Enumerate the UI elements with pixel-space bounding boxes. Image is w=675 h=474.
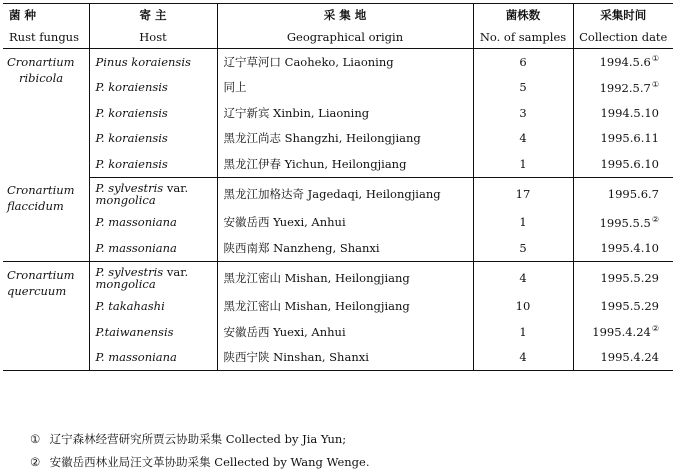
table-row [3, 49, 673, 75]
table-row [3, 261, 673, 294]
origin-cell: 黑龙江伊春 Yichun, Heilongjiang [217, 151, 473, 177]
date-cell [573, 49, 673, 75]
origin-cell: 安徽岳西 Yuexi, Anhui [217, 319, 473, 345]
origin-cell: 黑龙江加格达奇 Jagedaqi, Heilongjiang [217, 177, 473, 210]
host-cell: P. takahashi [89, 294, 217, 320]
origin-cell: 黑龙江尚志 Shangzhi, Heilongjiang [217, 126, 473, 152]
header-date-zh: 采集时间 [573, 4, 673, 27]
origin-cell: 陕西宁陕 Ninshan, Shanxi [217, 345, 473, 371]
host-cell: P. massoniana [89, 235, 217, 261]
table-row [3, 345, 673, 371]
table-wrapper [3, 3, 673, 371]
host-cell: P. koraiensis [89, 75, 217, 101]
date-value: 1995.5.5 [599, 215, 651, 230]
origin-cell: 黑龙江密山 Mishan, Heilongjiang [217, 294, 473, 320]
host-name: P. sylvestris [95, 180, 164, 195]
fungus-genus: Cronartium [7, 183, 75, 197]
samples-cell: 17 [473, 177, 573, 210]
header-date-en: Collection date [573, 26, 673, 49]
header-origin-en: Geographical origin [217, 26, 473, 49]
date-cell: 1995.6.10 [573, 151, 673, 177]
samples-cell: 4 [473, 345, 573, 371]
table-row [3, 177, 673, 210]
footnote-2-text: 安徽岳西林业局汪文革协助采集 Cellected by Wang Wenge. [49, 455, 370, 469]
footnote-mark: ① [651, 79, 659, 89]
fungus-species: ribicola [19, 71, 64, 85]
date-cell [573, 319, 673, 345]
host-cell [89, 177, 217, 210]
samples-cell: 4 [473, 126, 573, 152]
samples-cell: 1 [473, 319, 573, 345]
date-value: 1995.4.24 [592, 325, 651, 340]
samples-cell: 4 [473, 261, 573, 294]
header-row-chinese [3, 4, 673, 27]
samples-cell: 3 [473, 100, 573, 126]
header-samples-en: No. of samples [473, 26, 573, 49]
fungus-species: quercuum [7, 283, 67, 298]
origin-cell: 同上 [217, 75, 473, 101]
footnote-mark: ② [651, 214, 659, 224]
footnote-1 [30, 428, 370, 451]
samples-cell: 6 [473, 49, 573, 75]
fungus-genus: Cronartium [7, 267, 75, 282]
date-cell [573, 210, 673, 236]
fungus-genus: Cronartium [7, 55, 75, 69]
samples-cell: 1 [473, 210, 573, 236]
host-cell: P. koraiensis [89, 100, 217, 126]
footnote-1-text: 辽宁森林经营研究所贾云协助采集 Collected by Jia Yun; [49, 432, 347, 446]
host-cell: P. koraiensis [89, 126, 217, 152]
table-row [3, 100, 673, 126]
fungus-species: flaccidum [7, 199, 64, 213]
origin-cell: 辽宁草河口 Caoheko, Liaoning [217, 49, 473, 75]
host-cell: Pinus koraiensis [89, 49, 217, 75]
header-row-english [3, 26, 673, 49]
footnotes [30, 428, 370, 474]
footnote-mark: ① [651, 54, 659, 64]
host-variety: mongolica [95, 276, 156, 291]
table-row [3, 126, 673, 152]
host-cell: P. koraiensis [89, 151, 217, 177]
fungus-cell [3, 49, 89, 178]
table-row [3, 294, 673, 320]
fungus-cell [3, 261, 89, 371]
footnote-2-mark: ② [30, 455, 41, 469]
footnote-2 [30, 451, 370, 474]
header-host-en: Host [89, 26, 217, 49]
samples-cell: 1 [473, 151, 573, 177]
date-cell: 1994.5.10 [573, 100, 673, 126]
table-row [3, 319, 673, 345]
origin-cell: 安徽岳西 Yuexi, Anhui [217, 210, 473, 236]
header-samples-zh: 菌株数 [473, 4, 573, 27]
date-cell: 1995.6.11 [573, 126, 673, 152]
table-row [3, 235, 673, 261]
date-cell: 1995.6.7 [573, 177, 673, 210]
header-fungus-zh: 菌 种 [9, 8, 37, 22]
host-var: var. [166, 264, 189, 279]
host-cell: P.taiwanensis [89, 319, 217, 345]
host-name: P. sylvestris [95, 264, 164, 279]
host-cell: P. massoniana [89, 210, 217, 236]
fungus-cell [3, 177, 89, 261]
footnote-mark: ② [651, 324, 659, 334]
host-cell [89, 261, 217, 294]
date-value: 1992.5.7 [599, 80, 651, 95]
date-value: 1994.5.6 [599, 55, 651, 70]
date-cell: 1995.4.24 [573, 345, 673, 371]
host-cell: P. massoniana [89, 345, 217, 371]
date-cell [573, 75, 673, 101]
date-cell: 1995.5.29 [573, 261, 673, 294]
samples-cell: 5 [473, 75, 573, 101]
samples-cell: 10 [473, 294, 573, 320]
samples-cell: 5 [473, 235, 573, 261]
samples-table [3, 3, 673, 371]
origin-cell: 黑龙江密山 Mishan, Heilongjiang [217, 261, 473, 294]
table-row [3, 151, 673, 177]
origin-cell: 辽宁新宾 Xinbin, Liaoning [217, 100, 473, 126]
footnote-1-mark: ① [30, 432, 41, 446]
date-cell: 1995.5.29 [573, 294, 673, 320]
header-origin-zh: 采 集 地 [217, 4, 473, 27]
header-host-zh: 寄 主 [89, 4, 217, 27]
header-fungus-en: Rust fungus [9, 30, 79, 44]
origin-cell: 陕西南郑 Nanzheng, Shanxi [217, 235, 473, 261]
host-variety: mongolica [95, 192, 156, 207]
table-row [3, 75, 673, 101]
host-var: var. [166, 180, 189, 195]
date-cell: 1995.4.10 [573, 235, 673, 261]
table-row [3, 210, 673, 236]
